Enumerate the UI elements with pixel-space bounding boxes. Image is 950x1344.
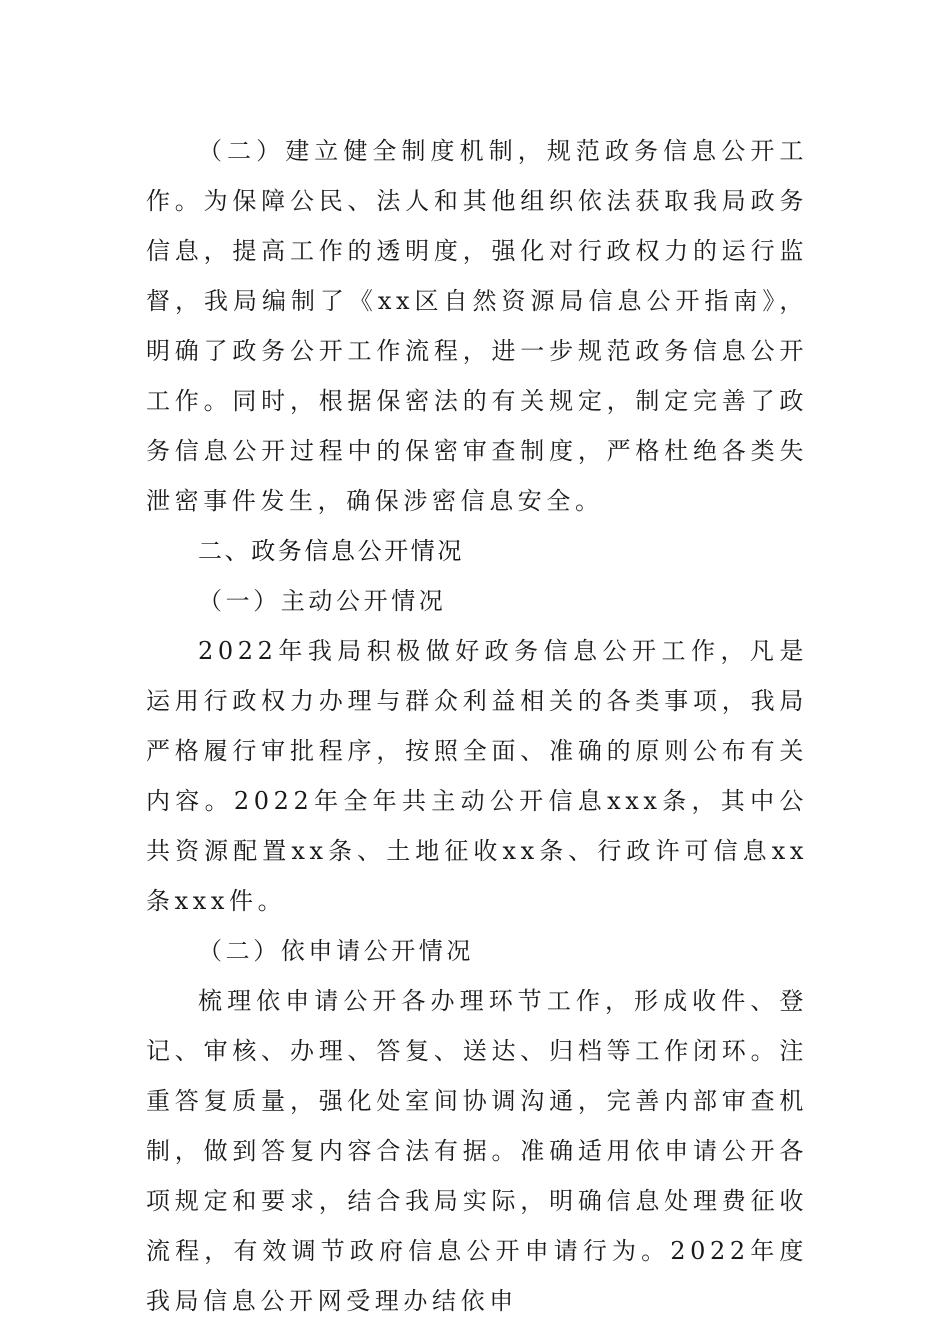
subheading-active-disclosure: （一）主动公开情况 [198,587,447,615]
paragraph-system-mechanism: （二）建立健全制度机制，规范政务信息公开工作。为保障公民、法人和其他组织依法获取我局政务信息，提高工作的透明度，强化对行政权力的运行监督，我局编制了《xx区自然资源局信息公开指南》，明确了政务公开工作流程，进一步规范政务信息公开工作。同时，根据保密法的有关规定，制定完善了政务信息公开过程中的保密审查制度，严格杜绝各类失泄密事件发生，确保涉密信息安全。 [146,137,808,515]
section-heading-info-disclosure: 二、政务信息公开情况 [198,537,464,565]
document-body [146,126,808,1326]
paragraph-application-disclosure: 梳理依申请公开各办理环节工作，形成收件、登记、审核、办理、答复、送达、归档等工作闭环。注重答复质量，强化处室间协调沟通，完善内部审查机制，做到答复内容合法有据。准确适用依申请公开各项规定和要求，结合我局实际，明确信息处理费征收流程，有效调节政府信息公开申请行为。2022年度我局信息公开网受理办结依申 [146,987,808,1315]
subheading-application-disclosure: （二）依申请公开情况 [198,937,474,965]
paragraph-active-disclosure: 2022年我局积极做好政务信息公开工作，凡是运用行政权力办理与群众利益相关的各类事项，我局严格履行审批程序，按照全面、准确的原则公布有关内容。2022年全年共主动公开信息xxx条，其中公共资源配置xx条、土地征收xx条、行政许可信息xx条xxx件。 [146,637,808,915]
